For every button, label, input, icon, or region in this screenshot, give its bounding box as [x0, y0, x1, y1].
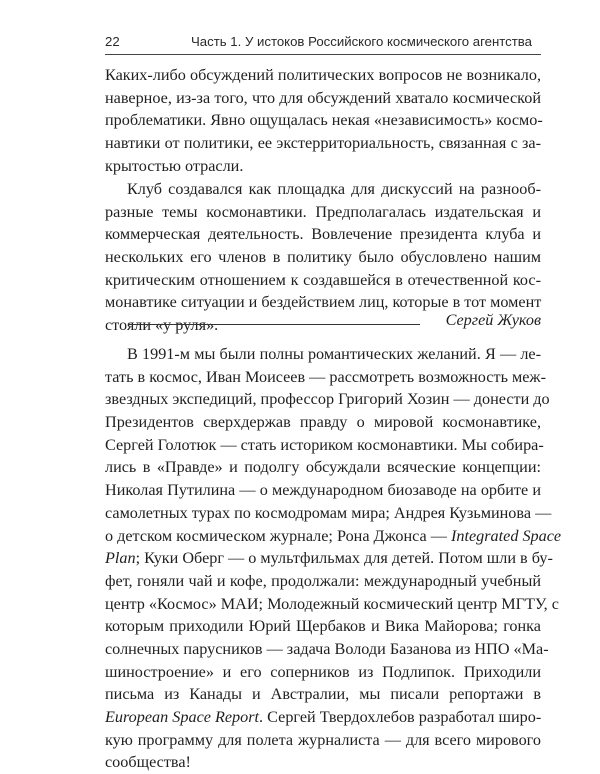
text-line: Каких-либо обсуждений политических вопросов не возникало,	[105, 66, 541, 84]
text-line: лись в «Правде» и подолгу обсуждали всяческие концепции:	[105, 458, 541, 477]
text-line: критическим отношением к создавшейся в отечественной кос-	[105, 270, 541, 289]
text-line: звездных экспедиций, профессор Григорий Хозин — донести до	[105, 390, 550, 409]
text-line: фет, гоняли чай и кофе, продолжали: международный учебный	[105, 571, 541, 590]
text-line: стояли «у руля».	[105, 316, 219, 335]
text-line: Клуб создавался как площадка для дискуссий на разнооб-	[127, 180, 541, 198]
text-line: которым приходили Юрий Щербаков и Вика Майорова; гонка	[105, 617, 541, 636]
text-line: Сергей Голотюк — стать историком космонавтики. Мы собира-	[105, 435, 544, 454]
text-line: монавтике ситуации и бездействием лиц, которые в тот момент	[105, 293, 542, 312]
text-line	[105, 547, 553, 570]
text-segment: ; Куки Оберг — о мультфильмах для детей. Потом шли в бу-	[135, 549, 553, 568]
text-line: разные темы космонавтики. Предполагалась издательская и	[105, 202, 541, 221]
text-line: тать в космос, Иван Моисеев — рассмотреть возможность меж-	[105, 367, 546, 386]
text-line: навтики от политики, ее экстерриториальность, связанная с за-	[105, 134, 541, 153]
text-line: кую программу для полета журналиста — для всего мирового	[105, 730, 541, 749]
italic-title: Integrated Space	[450, 526, 562, 545]
text-line: сообщества!	[105, 753, 191, 772]
paragraph-1	[105, 64, 541, 177]
header-divider	[105, 54, 541, 55]
signature-rule	[128, 324, 420, 325]
italic-title: European Space Report	[105, 708, 260, 726]
text-line	[105, 525, 562, 548]
text-line: центр «Космос» МАИ; Молодежный космический центр МГТУ, с	[105, 594, 559, 613]
text-line: Президентов сверхдержав правду о мировой космонавтике,	[105, 413, 541, 432]
text-segment: о детском космическом журнале; Рона Джонса —	[105, 526, 451, 545]
text-segment: . Сергей Твердохлебов разработал широ-	[259, 708, 542, 726]
text-line: крытостью отрасли.	[105, 156, 244, 175]
running-title: Часть 1. У истоков Российского космического агентства	[191, 34, 532, 49]
text-line: письма из Канады и Австралии, мы писали репортажи в	[105, 685, 541, 704]
text-line: В 1991-м мы были полны романтических желаний. Я — ле-	[127, 345, 541, 363]
text-line: нескольких его членов в политику было обусловлено нашим	[105, 248, 541, 267]
text-line: Николая Путилина — о международном биозаводе на орбите и	[105, 481, 541, 500]
author-signature: Сергей Жуков	[445, 311, 541, 329]
paragraph-3	[105, 343, 562, 774]
text-line: солнечных парусников — задача Володи Базанова из НПО «Ма-	[105, 639, 549, 658]
text-line	[105, 706, 541, 729]
text-line: самолетных турах по космодромам мира; Андрея Кузьминова —	[105, 503, 552, 522]
text-line: проблематики. Явно ощущалась некая «независимость» космо-	[105, 111, 543, 130]
text-line: наверное, из-за того, что для обсуждений хватало космической	[105, 88, 541, 107]
page-number: 22	[105, 34, 120, 49]
text-line: шиностроение» и его соперников из Подлипок. Приходили	[105, 662, 541, 681]
signature-block	[128, 311, 541, 335]
text-line: коммерческая деятельность. Вовлечение президента клуба и	[105, 225, 541, 244]
italic-title: Plan	[105, 549, 136, 568]
